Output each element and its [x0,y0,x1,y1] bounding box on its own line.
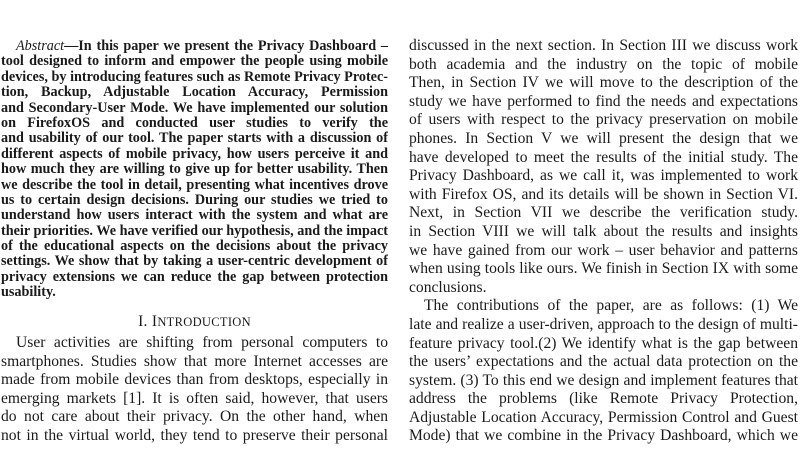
body-line: smartphones. Studies show that more Internet accesses are [1,352,388,370]
body-line: not in the virtual world, they tend to preserve their personal [1,426,388,444]
body-line: feature privacy tool.(2) We identify what is the gap between [409,334,798,352]
abstract-line: we describe the tool in detail, presenting what incentives drove [1,177,388,193]
body-line: study we have performed to find the needs and expectations [409,92,798,110]
section-title [152,313,251,330]
section-number: I. [138,313,148,330]
abstract-line: different aspects of mobile privacy, how users perceive it and [1,146,388,162]
body-line: Mode) that we combine in the Privacy Dashboard, which we [409,427,798,445]
abstract [1,39,388,301]
body-line: system. (3) To this end we design and implement features that [409,371,798,389]
body-line: discussed in the next section. In Section III we discuss work [409,37,798,54]
body-line: of users with respect to the privacy preservation on mobile [409,111,798,129]
right-column [409,37,798,446]
body-line: made from mobile devices than from desktops, especially in [1,371,388,389]
body-line: in Section VIII we will talk about the results and insights [409,222,798,240]
body-line: we have gained from our work – user behavior and patterns [409,241,798,259]
body-line: both academia and the industry on the topic of mobile [409,55,798,73]
abstract-line: and usability of our tool. The paper starts with a discussion of [1,131,388,147]
body-line: have developed to meet the results of the initial study. The [409,148,798,166]
abstract-line: and Secondary-User Mode. We have implemented our solution [1,100,388,116]
body-line: The contributions of the paper, are as follows: (1) We [424,297,798,315]
abstract-label: Abstract [16,39,65,54]
body-line: the users’ expectations and the actual data protection on the [409,353,798,371]
abstract-line: devices, by introducing features such as Remote Privacy Protec- [1,69,388,85]
body-line: Then, in Section IV we will move to the description of the [409,74,798,92]
body-line: User activities are shifting from personal computers to [16,334,388,351]
body-line: do not care about their privacy. On the other hand, when [1,408,388,426]
abstract-line: tool designed to inform and empower the people using mobile [1,54,388,70]
section-title-rest: NTRODUCTION [157,315,251,329]
abstract-line: on FirefoxOS and conducted user studies to verify the [1,115,388,131]
section-title-initial: I [151,313,158,330]
abstract-line: how much they are willing to give up for better usability. Then [1,162,388,178]
body-line: late and realize a user-driven, approach to the design of multi- [409,315,798,333]
body-line: conclusions. [409,278,487,296]
abstract-line: privacy extensions we can reduce the gap between protection [1,269,388,285]
abstract-line: us to certain design decisions. During our studies we tried to [1,192,388,208]
abstract-line: tion, Backup, Adjustable Location Accuracy, Permission [1,85,388,101]
introduction-paragraph [1,334,388,446]
abstract-line: usability. [1,285,56,301]
body-line: phones. In Section V we will present the design that we [409,129,798,147]
abstract-text: —In this paper we present the Privacy Dashboard – [64,39,388,54]
body-line: when using tools like ours. We finish in Section IX with some [409,260,798,278]
body-line: emerging markets [1]. It is often said, however, that users [1,389,388,407]
body-line: Privacy Dashboard, as we call it, was implemented to work [409,167,798,185]
body-line: Next, in Section VII we describe the verification study. [409,204,798,222]
body-line: with Firefox OS, and its details will be shown in Section VI. [409,185,798,203]
abstract-line: understand how users interact with the system and what are [1,208,388,224]
abstract-line: settings. We show that by taking a user-centric development of [1,254,388,270]
section-heading [1,313,388,331]
abstract-line [1,39,388,54]
abstract-line: of the educational aspects on the decisions about the privacy [1,239,388,255]
abstract-line: their priorities. We have verified our hypothesis, and the impact [1,223,388,239]
body-line: address the problems (like Remote Privacy Protection, [409,390,798,408]
body-line: Adjustable Location Accuracy, Permission Control and Guest [409,408,798,426]
